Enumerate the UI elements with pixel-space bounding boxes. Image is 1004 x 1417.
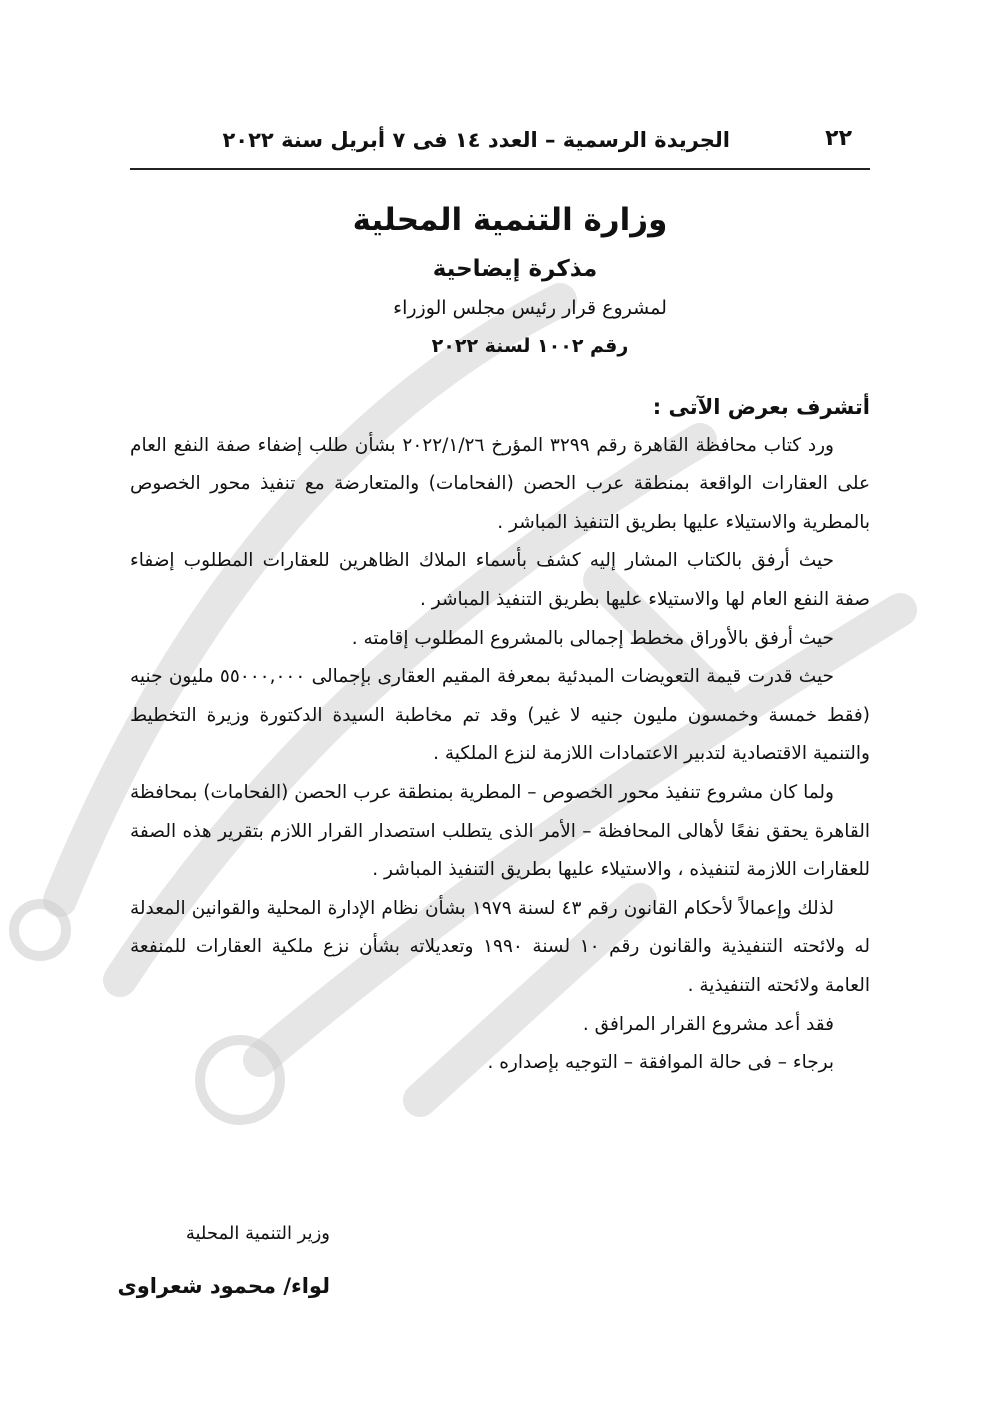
intro-line: أتشرف بعرض الآتى : <box>652 395 870 419</box>
title-block <box>130 190 870 364</box>
decree-number-line: رقم ١٠٠٢ لسنة ٢٠٢٢ <box>431 335 629 357</box>
page-number: ٢٢ <box>825 126 852 151</box>
signatory-title: وزير التنمية المحلية <box>185 1223 330 1244</box>
journal-issue-line: الجريدة الرسمية – العدد ١٤ فى ٧ أبريل سنة ٢٠٢٢ <box>222 128 730 152</box>
running-header <box>130 118 870 170</box>
project-line: لمشروع قرار رئيس مجلس الوزراء <box>393 297 667 319</box>
paragraph-6: لذلك وإعمالاً لأحكام القانون رقم ٤٣ لسنة ١٩٧٩ بشأن نظام الإدارة المحلية والقوانين المعدلة له ولائحته التنفيذية والقانون رقم ١٠ لسنة ١٩٩٠ وتعديلاته بشأن نزع ملكية العقارات للمنفعة العامة ولائحته التنفيذية . <box>130 897 870 996</box>
paragraph-4: حيث قدرت قيمة التعويضات المبدئية بمعرفة المقيم العقارى بإجمالى ٥٥٠٠٠,٠٠٠ مليون جنيه (فقط خمسة وخمسون مليون جنيه لا غير) وقد تم مخاطبة السيدة الدكتورة وزيرة التخطيط والتنمية الاقتصادية لتدبير الاعتمادات اللازمة لنزع الملكية . <box>130 666 870 765</box>
paragraph-5: ولما كان مشروع تنفيذ محور الخصوص – المطرية بمنطقة عرب الحصن (الفحامات) بمحافظة القاهرة يحقق نفعًا لأهالى المحافظة – الأمر الذى يتطلب استصدار القرار اللازم بتقرير هذه الصفة للعقارات اللازمة لتنفيذه ، والاستيلاء عليها بطريق التنفيذ المباشر . <box>130 781 870 881</box>
signature-block <box>117 1214 330 1306</box>
memo-body <box>130 388 870 1083</box>
paragraph-2: حيث أرفق بالكتاب المشار إليه كشف بأسماء الملاك الظاهرين للعقارات المطلوب إضفاء صفة النفع العام لها والاستيلاء عليها بطريق التنفيذ المباشر . <box>130 550 870 610</box>
signatory-name: لواء/ محمود شعراوى <box>117 1274 330 1298</box>
memo-title: مذكرة إيضاحية <box>432 256 598 282</box>
paragraph-7: فقد أعد مشروع القرار المرافق . <box>582 1013 834 1035</box>
paragraph-8: برجاء – فى حالة الموافقة – التوجيه بإصداره . <box>487 1052 834 1074</box>
paragraph-1: ورد كتاب محافظة القاهرة رقم ٣٢٩٩ المؤرخ ٢٠٢٢/١/٢٦ بشأن طلب إضفاء صفة النفع العام على العقارات الواقعة بمنطقة عرب الحصن (الفحامات) والمتعارضة مع تنفيذ محور الخصوص بالمطرية والاستيلاء عليها بطريق التنفيذ المباشر . <box>130 434 870 533</box>
ministry-title: وزارة التنمية المحلية <box>352 202 668 238</box>
paragraph-3: حيث أرفق بالأوراق مخطط إجمالى بالمشروع المطلوب إقامته . <box>351 627 834 649</box>
